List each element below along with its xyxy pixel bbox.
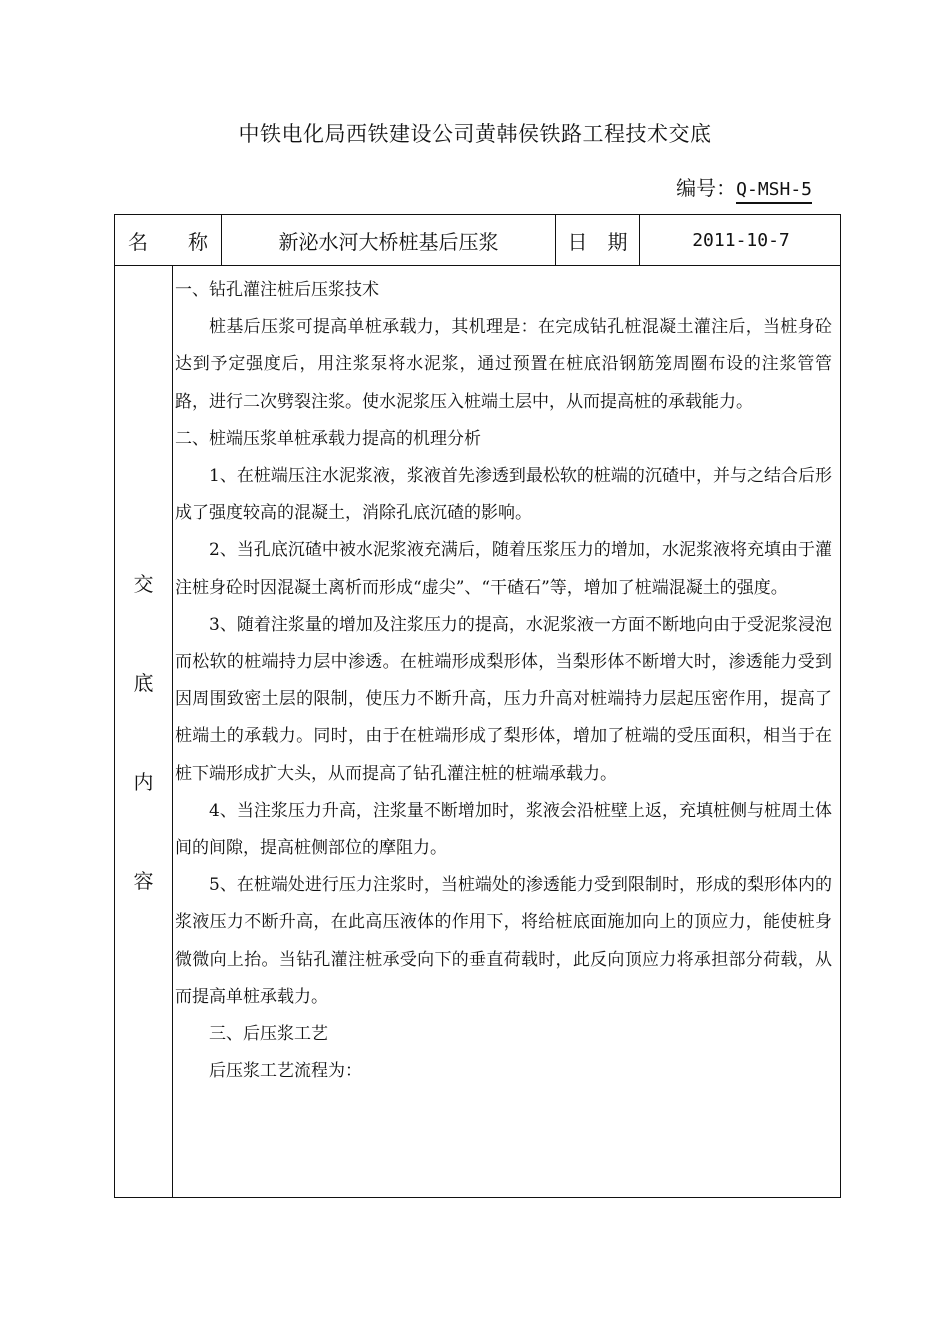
date-label: 日 期 xyxy=(567,229,628,254)
paragraph-process: 后压浆工艺流程为： xyxy=(209,1061,362,1082)
date-value-cell xyxy=(640,215,842,265)
disclosure-table xyxy=(114,214,841,1198)
list-item: 3、随着注浆量的增加及注浆压力的提高，水泥浆液一方面不断地向由于受泥浆浸泡而松软的桩端持力层中渗透。在桩端形成梨形体，当梨形体不断增大时，渗透能力受到因周围致密土层的限制，使压力不断升高，压力升高对桩端持力层起压密作用，提高了桩端土的承载力。同时，由于在桩端形成了梨形体，增加了桩端的受压面积，相当于在桩下端形成扩大头，从而提高了钻孔灌注桩的桩端承载力。 xyxy=(175,614,832,784)
section-heading-1: 一、钻孔灌注桩后压浆技术 xyxy=(175,280,379,300)
name-value-cell xyxy=(222,215,556,265)
list-item: 2、当孔底沉碴中被水泥浆液充满后，随着压浆压力的增加，水泥浆液将充填由于灌注桩身砼时因混凝土离析而形成“虚尖”、“干碴石”等，增加了桩端混凝土的强度。 xyxy=(175,540,832,598)
side-label-char: 内 xyxy=(133,770,154,794)
list-item: 4、当注浆压力升高，注浆量不断增加时，浆液会沿桩壁上返，充填桩侧与桩周土体间的间隙，提高桩侧部位的摩阻力。 xyxy=(175,800,832,859)
name-label-cell xyxy=(115,215,222,265)
list-item: 5、在桩端处进行压力注浆时，当桩端处的渗透能力受到限制时，形成的梨形体内的浆液压力不断升高，在此高压液体的作用下，将给桩底面施加向上的顶应力，能使桩身微微向上抬。当钻孔灌注桩承受向下的垂直荷载时，此反向顶应力将承担部分荷载，从而提高单桩承载力。 xyxy=(175,875,832,1007)
document-number-value: Q-MSH-5 xyxy=(736,179,812,204)
content-side-label xyxy=(115,266,173,1197)
document-number-label: 编号： xyxy=(676,176,737,200)
date-value: 2011-10-7 xyxy=(692,229,790,251)
list-item: 1、在桩端压注水泥浆液，浆液首先渗透到最松软的桩端的沉碴中，并与之结合后形成了强度较高的混凝土，消除孔底沉碴的影响。 xyxy=(175,466,832,524)
paragraph-mechanism: 桩基后压浆可提高单桩承载力，其机理是：在完成钻孔桩混凝土灌注后，当桩身砼达到予定强度后，用注浆泵将水泥浆，通过预置在桩底沿钢筋笼周圈布设的注浆管管路，进行二次劈裂注浆。使水泥浆压入桩端土层中，从而提高桩的承载能力。 xyxy=(175,317,832,412)
project-name: 新泌水河大桥桩基后压浆 xyxy=(278,229,499,254)
document-number xyxy=(676,172,812,204)
side-label-char: 交 xyxy=(133,572,154,596)
document-title: 中铁电化局西铁建设公司黄韩侯铁路工程技术交底 xyxy=(238,122,712,146)
side-label-char: 容 xyxy=(133,869,154,893)
date-label-cell xyxy=(556,215,640,265)
disclosure-content xyxy=(173,266,842,1090)
section-heading-3: 三、后压浆工艺 xyxy=(209,1024,328,1045)
table-header-row xyxy=(115,215,840,266)
section-heading-2: 二、桩端压浆单桩承载力提高的机理分析 xyxy=(175,428,481,449)
side-label-char: 底 xyxy=(133,671,154,695)
name-label: 名 称 xyxy=(128,229,208,254)
